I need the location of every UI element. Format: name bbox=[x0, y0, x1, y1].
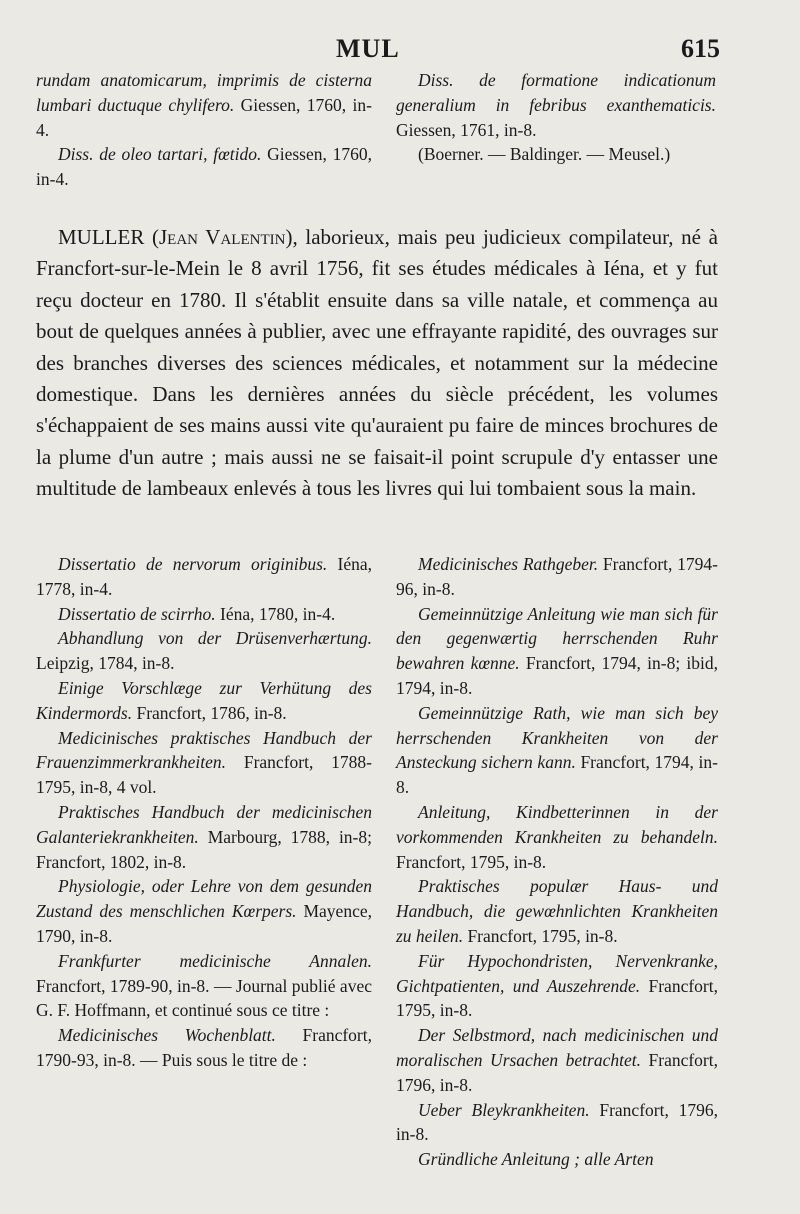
biography-body: laborieux, mais peu judicieux compilateur, né à Francfort-sur-le-Mein le 8 avril 1756, fit ses études médicales à Iéna, et y fut reçu docteur en 1780. Il s'établit ensuite dans sa ville natale, et commença au bout de quelques années à publier, avec une effrayante rapidité, des ouvrages sur des branches diverses des sciences médicales, et notamment sur la médecine domestique. Dans les dernières années du siècle précédent, les volumes s'échappaient de ses mains aussi vite qu'auraient pu faire de minces brochures de la plume d'un autre ; mais aussi ne se faisait-il point scrupule d'y entasser une multitude de lambeaux enlevés à tous les livres qui lui tombaient sous la main. bbox=[36, 225, 718, 501]
bib-entry bbox=[36, 1023, 372, 1073]
bib-title: Medicinisches praktisches Handbuch der Frauenzimmerkrankheiten. bbox=[36, 727, 372, 773]
bib-details: Iéna, 1780, in-4. bbox=[215, 603, 336, 624]
bib-details: Francfort, 1796, in-8. bbox=[396, 1049, 718, 1095]
page-number: 615 bbox=[681, 34, 720, 63]
bib-title: Gründliche Anleitung ; alle Arten bbox=[418, 1149, 654, 1170]
bib-title: Dissertatio de nervorum originibus. bbox=[58, 554, 328, 574]
bib-entry bbox=[396, 949, 718, 1023]
bib-details: Mayence, 1790, in-8. bbox=[36, 901, 372, 946]
bottom-left-column bbox=[36, 552, 372, 1073]
bib-title: Frankfurter medicinische Annalen. bbox=[58, 950, 372, 971]
sources-note bbox=[396, 142, 716, 167]
bib-details: Francfort, 1795, in-8. bbox=[463, 925, 618, 946]
bib-details: Giessen, 1760, in-4. bbox=[36, 144, 373, 190]
top-right-column bbox=[396, 68, 716, 167]
bib-title: Anleitung, Kindbetterinnen in der vorkommenden Krankheiten zu behandeln. bbox=[396, 801, 718, 847]
bib-details: Marbourg, 1788, in-8; Francfort, 1802, in-8. bbox=[36, 826, 372, 872]
bib-details: Giessen, 1760, in-4. bbox=[36, 94, 372, 140]
bib-title: Abhandlung von der Drüsenverhærtung. bbox=[58, 628, 372, 649]
biography-text bbox=[36, 222, 718, 505]
bib-title: Medicinisches Wochenblatt. bbox=[58, 1025, 276, 1046]
bib-title: Praktisches populær Haus- und Handbuch, die gewœhnlichten Krankheiten zu heilen. bbox=[396, 876, 718, 946]
bib-details: Francfort, 1789-90, in-8. — Journal publié avec G. F. Hoffmann, et continué sous ce titre : bbox=[36, 975, 372, 1021]
bib-title: Gemeinnützige Anleitung wie man sich für den gegenwærtig herrschenden Ruhr bewahren kœnne. bbox=[396, 603, 718, 674]
bib-entry bbox=[396, 874, 718, 948]
bib-entry bbox=[396, 800, 718, 874]
bib-title: Medicinisches Rathgeber. bbox=[418, 554, 599, 574]
bib-details: Francfort, 1796, in-8. bbox=[396, 1099, 718, 1145]
bib-title: Diss. de oleo tartari, fœtido. bbox=[58, 144, 262, 165]
bib-entry bbox=[396, 701, 718, 800]
bib-details: Francfort, 1794, in-8; ibid, 1794, in-8. bbox=[396, 653, 718, 698]
top-left-column bbox=[36, 68, 372, 192]
bib-entry bbox=[36, 949, 372, 1023]
bib-title: Für Hypochondristen, Nervenkranke, Gichtpatienten, und Auszehrende. bbox=[396, 950, 718, 996]
bib-entry bbox=[396, 68, 716, 142]
bib-details: Leipzig, 1784, in-8. bbox=[36, 653, 175, 674]
bib-title: Ueber Bleykrankheiten. bbox=[418, 1099, 590, 1120]
bib-entry bbox=[36, 800, 372, 874]
bib-entry bbox=[396, 1147, 718, 1172]
bib-entry bbox=[36, 68, 372, 142]
bib-entry bbox=[36, 626, 372, 676]
page-header bbox=[0, 30, 800, 70]
bib-details: Iéna, 1778, in-4. bbox=[36, 554, 372, 599]
bib-details: Francfort, 1794, in-8. bbox=[396, 752, 718, 798]
subject-name: MULLER (Jean Valentin), bbox=[58, 225, 298, 249]
bib-entry bbox=[36, 602, 372, 627]
bib-details: Francfort, 1795, in-8. bbox=[396, 975, 718, 1021]
bib-title: Praktisches Handbuch der medicinischen Galanteriekrankheiten. bbox=[36, 801, 372, 847]
bib-title: Einige Vorschlæge zur Verhütung des Kindermords. bbox=[36, 677, 372, 723]
running-head: MUL bbox=[336, 34, 400, 63]
bib-title: Gemeinnützige Rath, wie man sich bey herrschenden Krankheiten von der Ansteckung sichern kann. bbox=[396, 702, 718, 773]
bib-entry bbox=[396, 1023, 718, 1097]
bib-entry bbox=[396, 1098, 718, 1148]
sources-text: (Boerner. — Baldinger. — Meusel.) bbox=[418, 144, 671, 165]
bib-entry bbox=[36, 676, 372, 726]
bib-title: Dissertatio de scirrho. bbox=[58, 603, 216, 624]
bib-details: Francfort, 1795, in-8. bbox=[396, 851, 547, 872]
bib-details: Francfort, 1786, in-8. bbox=[132, 702, 287, 723]
bib-entry bbox=[36, 874, 372, 948]
bib-entry bbox=[396, 552, 718, 602]
biography-paragraph bbox=[36, 222, 718, 505]
bib-entry bbox=[36, 726, 372, 800]
bottom-right-column bbox=[396, 552, 718, 1172]
bib-details: Francfort, 1790-93, in-8. — Puis sous le titre de : bbox=[36, 1025, 372, 1070]
bib-title: Der Selbstmord, nach medicinischen und moralischen Ursachen betrachtet. bbox=[396, 1025, 718, 1070]
bib-entry bbox=[36, 142, 372, 192]
bib-entry bbox=[36, 552, 372, 602]
bib-details: Giessen, 1761, in-8. bbox=[396, 119, 537, 140]
bib-title: rundam anatomicarum, imprimis de cisterna lumbari ductuque chylifero. bbox=[36, 70, 372, 115]
bib-title: Diss. de formatione indicationum generalium in febribus exanthematicis. bbox=[396, 70, 716, 115]
bib-details: Francfort, 1794-96, in-8. bbox=[396, 554, 718, 599]
bib-entry bbox=[396, 602, 718, 701]
bib-title: Physiologie, oder Lehre von dem gesunden Zustand des menschlichen Kœrpers. bbox=[36, 876, 372, 922]
bib-details: Francfort, 1788-1795, in-8, 4 vol. bbox=[36, 752, 372, 798]
